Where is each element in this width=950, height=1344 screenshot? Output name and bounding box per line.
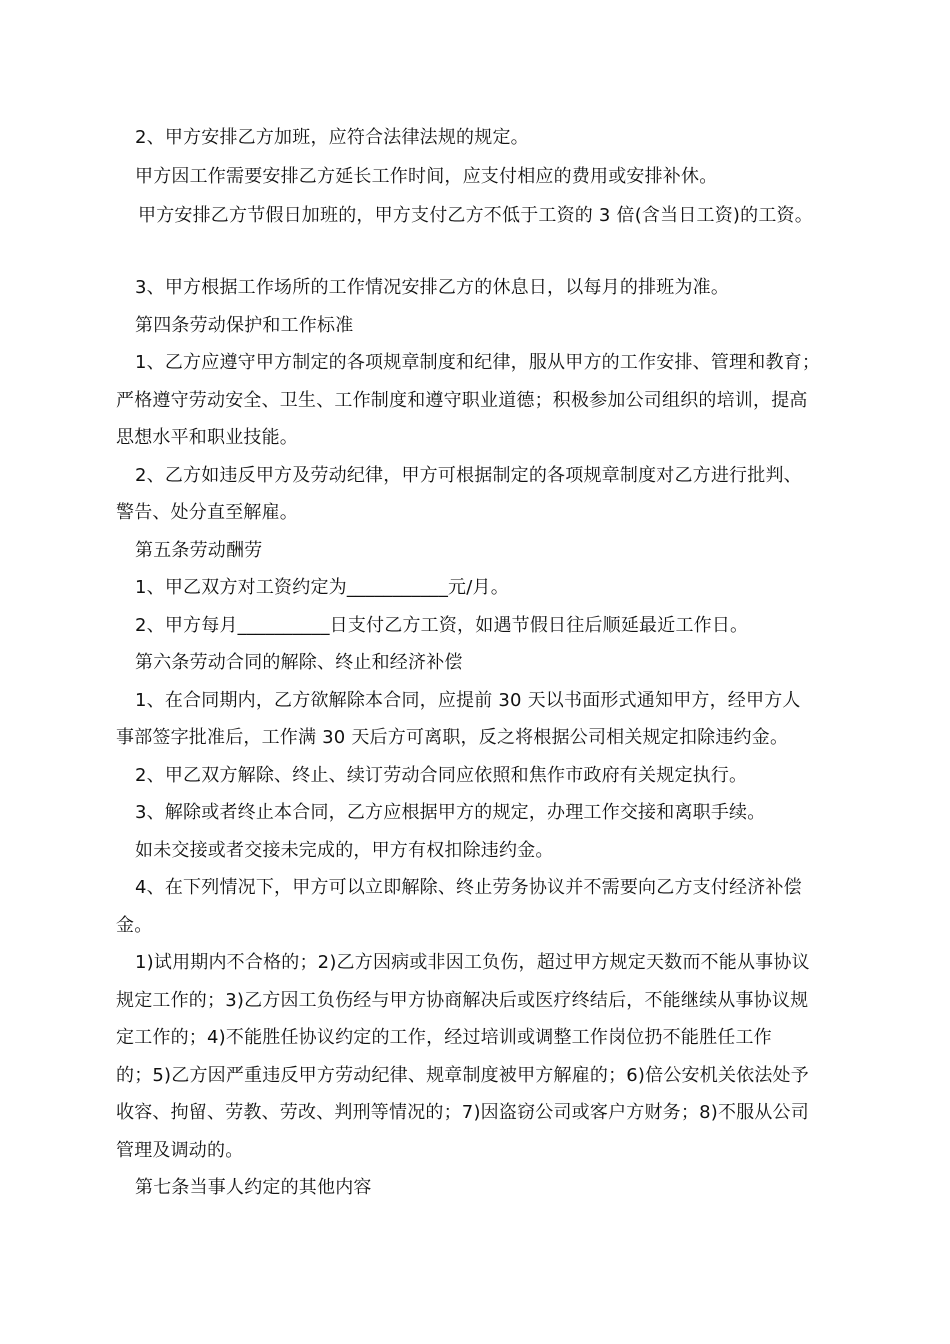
text-line: 3、甲方根据工作场所的工作情况安排乙方的休息日，以每月的排班为准。 <box>135 277 730 298</box>
text-line: 定工作的；4)不能胜任协议约定的工作，经过培训或调整工作岗位扔不能胜任工作 <box>116 1027 772 1048</box>
text-line: 1、在合同期内，乙方欲解除本合同，应提前 30 天以书面形式通知甲方，经甲方人 <box>135 690 801 711</box>
section-heading: 第六条劳动合同的解除、终止和经济补偿 <box>135 652 463 673</box>
text-line: 2、甲方安排乙方加班，应符合法律法规的规定。 <box>135 127 529 148</box>
text-line: 思想水平和职业技能。 <box>116 427 298 448</box>
text-line: 甲方安排乙方节假日加班的，甲方支付乙方不低于工资的 3 倍(含当日工资)的工资。 <box>138 205 813 226</box>
text-line: 金。 <box>116 915 153 936</box>
text-line: 1)试用期内不合格的；2)乙方因病或非因工负伤，超过甲方规定天数而不能从事协议 <box>135 952 810 973</box>
text-line: 甲方因工作需要安排乙方延长工作时间，应支付相应的费用或安排补休。 <box>135 166 718 187</box>
text-line: 警告、处分直至解雇。 <box>116 502 298 523</box>
text-line: 3、解除或者终止本合同，乙方应根据甲方的规定，办理工作交接和离职手续。 <box>135 802 766 823</box>
text-line: 1、乙方应遵守甲方制定的各项规章制度和纪律，服从甲方的工作安排、管理和教育； <box>135 352 821 373</box>
text-line: 管理及调动的。 <box>116 1140 244 1161</box>
text-line: 如未交接或者交接未完成的，甲方有权扣除违约金。 <box>135 840 554 861</box>
section-heading: 第七条当事人约定的其他内容 <box>135 1177 372 1198</box>
section-heading: 第五条劳动酬劳 <box>135 540 263 561</box>
text-line: 的；5)乙方因严重违反甲方劳动纪律、规章制度被甲方解雇的；6)倍公安机关依法处予 <box>116 1065 809 1086</box>
text-line: 收容、拘留、劳教、劳改、判刑等情况的；7)因盗窃公司或客户方财务；8)不服从公司 <box>116 1102 809 1123</box>
text-line: 4、在下列情况下，甲方可以立即解除、终止劳务协议并不需要向乙方支付经济补偿 <box>135 877 802 898</box>
text-line: 2、甲乙双方解除、终止、续订劳动合同应依照和焦作市政府有关规定执行。 <box>135 765 748 786</box>
text-line: 2、乙方如违反甲方及劳动纪律，甲方可根据制定的各项规章制度对乙方进行批判、 <box>135 465 802 486</box>
text-line: 事部签字批准后，工作满 30 天后方可离职，反之将根据公司相关规定扣除违约金。 <box>116 727 789 748</box>
text-line: 1、甲乙双方对工资约定为___________元/月。 <box>135 577 509 598</box>
section-heading: 第四条劳动保护和工作标准 <box>135 315 354 336</box>
text-line: 规定工作的；3)乙方因工负伤经与甲方协商解决后或医疗终结后，不能继续从事协议规 <box>116 990 809 1011</box>
text-line: 严格遵守劳动安全、卫生、工作制度和遵守职业道德；积极参加公司组织的培训，提高 <box>116 390 808 411</box>
text-line: 2、甲方每月__________日支付乙方工资，如遇节假日往后顺延最近工作日。 <box>135 615 749 636</box>
